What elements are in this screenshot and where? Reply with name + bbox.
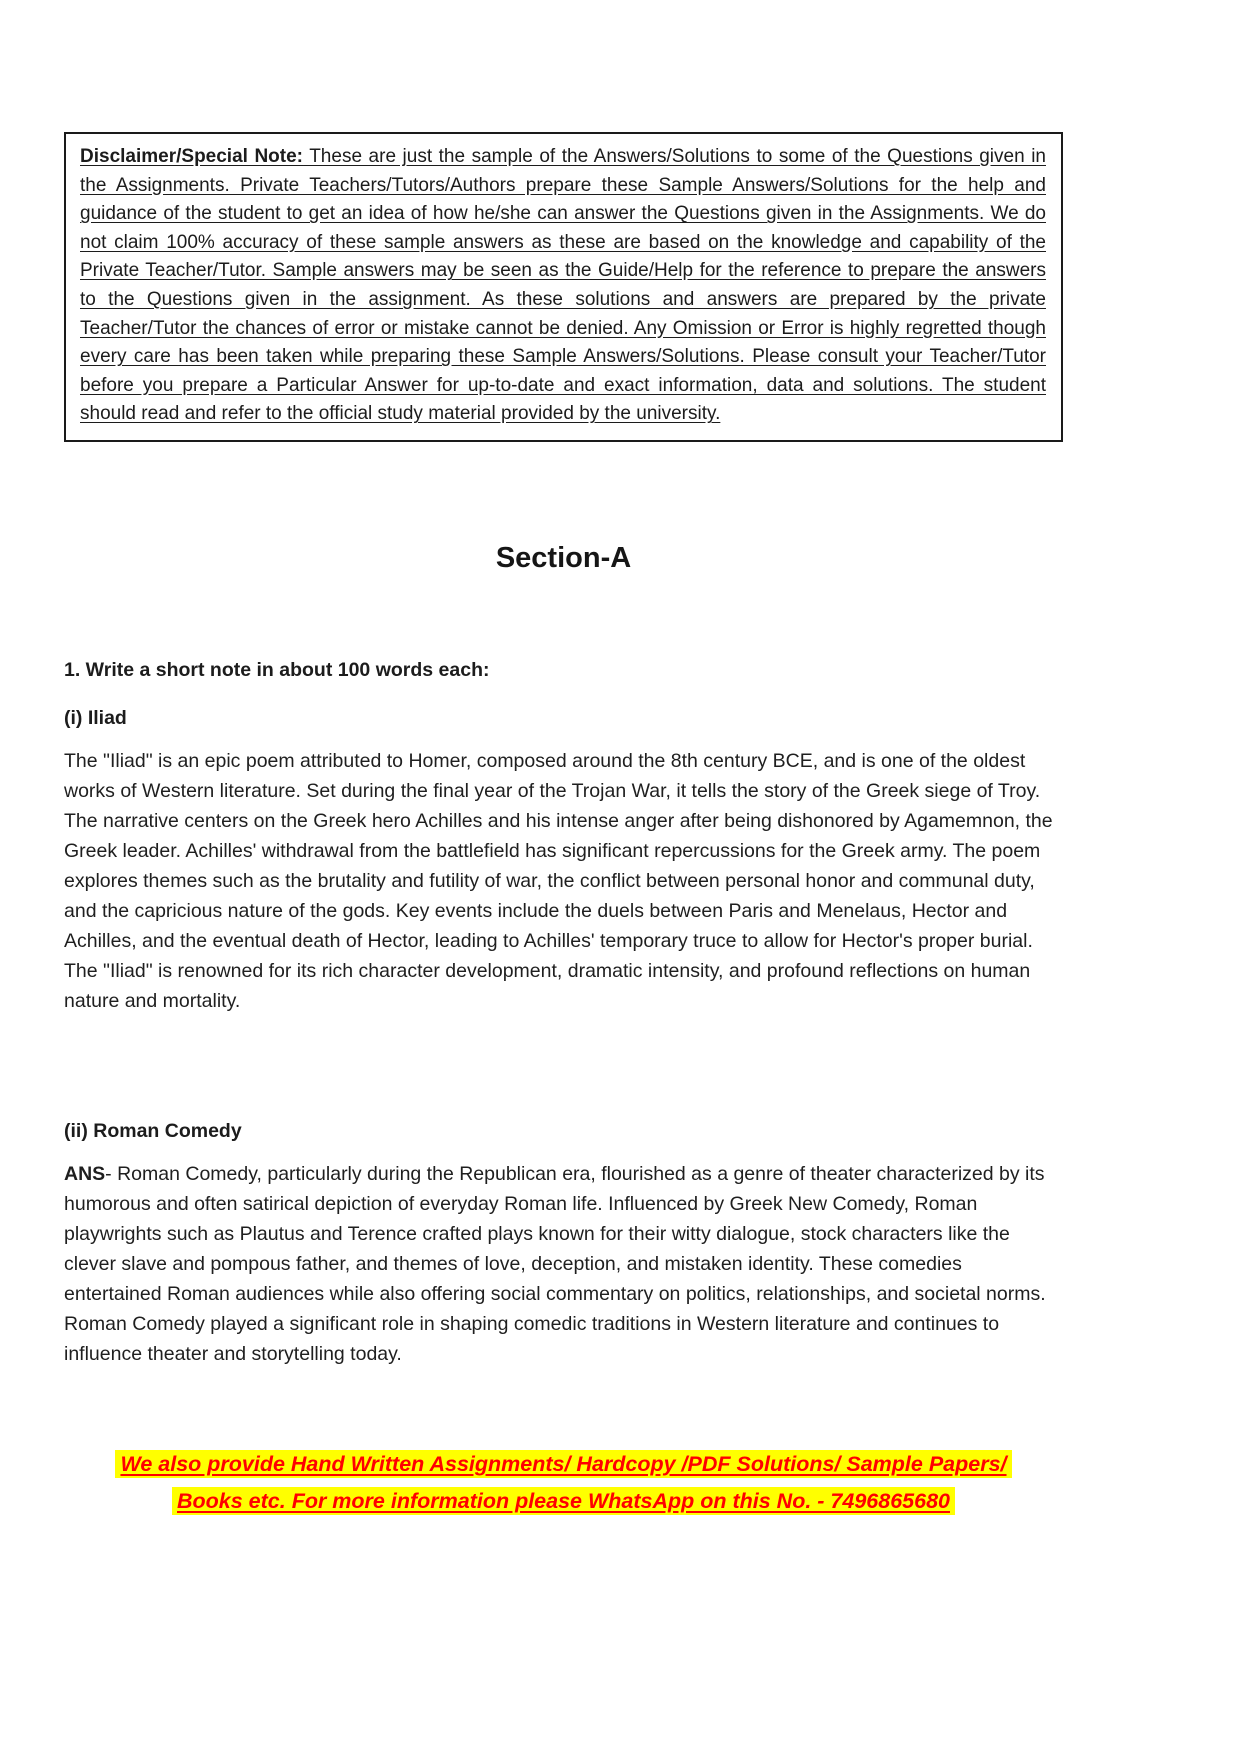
disclaimer-paragraph bbox=[80, 143, 1046, 429]
footer-text-line-2: Books etc. For more information please WhatsApp on this No. - 7496865680 bbox=[172, 1487, 955, 1515]
question-1-heading: 1. Write a short note in about 100 words each: bbox=[64, 658, 490, 681]
disclaimer-label: Disclaimer/Special Note: bbox=[80, 146, 304, 167]
footer-text-line-1: We also provide Hand Written Assignments/ Hardcopy /PDF Solutions/ Sample Papers/ bbox=[115, 1450, 1011, 1478]
footer-line-1 bbox=[64, 1449, 1063, 1479]
ans-label: ANS bbox=[64, 1162, 106, 1185]
document-content bbox=[64, 132, 1063, 1516]
part-i-answer: The "Iliad" is an epic poem attributed to Homer, composed around the 8th century BCE, and is one of the oldest works of Western literature. Set during the final year of the Trojan War, it tells the story of the Greek siege of Troy. The narrative centers on the Greek hero Achilles and his intense anger after being dishonored by Agamemnon, the Greek leader. Achilles' withdrawal from the battlefield has significant repercussions for the Greek army. The poem explores themes such as the brutality and futility of war, the conflict between personal honor and communal duty, and the capricious nature of the gods. Key events include the duels between Paris and Menelaus, Hector and Achilles, and the eventual death of Hector, leading to Achilles' temporary truce to allow for Hector's proper burial. The "Iliad" is renowned for its rich character development, dramatic intensity, and profound reflections on human nature and mortality. bbox=[64, 749, 1053, 1012]
section-heading: Section-A bbox=[495, 541, 632, 574]
disclaimer-body: These are just the sample of the Answers/Solutions to some of the Questions given in the Assignments. Private Teachers/Tutors/Authors prepare these Sample Answers/Solutions for the help and guidance of the student to get an idea of how he/she can answer the Questions given in the Assignments. We do not claim 100% accuracy of these sample answers as these are based on the knowledge and capability of the Private Teacher/Tutor. Sample answers may be seen as the Guide/Help for the reference to prepare the answers to the Questions given in the assignment. As these solutions and answers are prepared by the private Teacher/Tutor the chances of error or mistake cannot be denied. Any Omission or Error is highly regretted though every care has been taken while preparing these Sample Answers/Solutions. Please consult your Teacher/Tutor before you prepare a Particular Answer for up-to-date and exact information, data and solutions. The student should read and refer to the official study material provided by the university. bbox=[80, 146, 1046, 425]
part-ii-heading: (ii) Roman Comedy bbox=[64, 1119, 242, 1142]
part-ii-body: - Roman Comedy, particularly during the Republican era, flourished as a genre of theater characterized by its humorous and often satirical depiction of everyday Roman life. Influenced by Greek New Comedy, Roman playwrights such as Plautus and Terence crafted plays known for their witty dialogue, stock characters like the clever slave and pompous father, and themes of love, deception, and mistaken identity. These comedies entertained Roman audiences while also offering social commentary on politics, relationships, and societal norms. Roman Comedy played a significant role in shaping comedic traditions in Western literature and continues to influence theater and storytelling today. bbox=[64, 1162, 1046, 1365]
footer-line-2 bbox=[64, 1486, 1063, 1516]
part-ii-answer bbox=[64, 1159, 1063, 1369]
footer-note bbox=[64, 1449, 1063, 1516]
disclaimer-box bbox=[64, 132, 1063, 442]
part-i-heading: (i) Iliad bbox=[64, 706, 127, 729]
